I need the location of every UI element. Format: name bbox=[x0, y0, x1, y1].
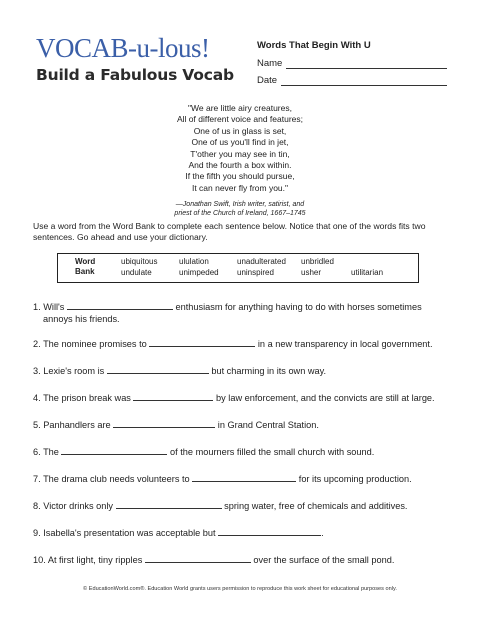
instructions-text: Use a word from the Word Bank to complete each sentence below. Notice that one of the words fits two sentences. Go ahead and use your dictionary. bbox=[33, 221, 426, 242]
word-bank-box bbox=[57, 253, 419, 283]
answer-blank[interactable] bbox=[145, 553, 251, 563]
poem-line: "We are little airy creatures, bbox=[188, 103, 292, 113]
poem-line: T'other you may see in tin, bbox=[190, 148, 290, 159]
answer-blank[interactable] bbox=[133, 391, 213, 401]
date-field[interactable] bbox=[281, 76, 447, 86]
date-label: Date bbox=[257, 75, 278, 86]
question-3: 3. Lexie's room is but charming in its own way. bbox=[33, 366, 327, 376]
word-bank-word: uninspired bbox=[237, 268, 274, 277]
answer-blank[interactable] bbox=[149, 337, 255, 347]
answer-blank[interactable] bbox=[192, 472, 296, 482]
poem-line: One of us in glass is set, bbox=[193, 125, 287, 136]
worksheet-title: Words That Begin With U bbox=[257, 40, 371, 51]
answer-blank[interactable] bbox=[107, 364, 209, 374]
poem-line: It can never fly from you." bbox=[191, 182, 289, 193]
poem-line: If the fifth you should pursue, bbox=[185, 171, 295, 182]
answer-blank[interactable] bbox=[116, 499, 222, 509]
name-field[interactable] bbox=[286, 59, 447, 69]
question-4: 4. The prison break was by law enforcement, and the convicts are still at large. bbox=[33, 393, 435, 403]
poem-line: And the fourth a box within. bbox=[188, 160, 292, 171]
poem-line: All of different voice and features; bbox=[176, 114, 303, 125]
attribution-line: priest of the Church of Ireland, 1667–1745 bbox=[174, 210, 306, 218]
question-continuation: annoys his friends. bbox=[43, 314, 120, 324]
word-bank-word: unimpeded bbox=[179, 268, 219, 277]
question-1: 1. Will's enthusiasm for anything having to do with horses sometimes annoys his friends. bbox=[33, 300, 453, 325]
date-line[interactable] bbox=[257, 75, 447, 86]
logo-subtitle: Build a Fabulous Vocab bbox=[36, 66, 234, 84]
vocabulous-logo bbox=[36, 34, 251, 84]
attribution-line: —Jonathan Swift, Irish writer, satirist, and bbox=[175, 201, 305, 209]
word-bank-word: ubiquitous bbox=[121, 257, 158, 266]
question-7: 7. The drama club needs volunteers to for its upcoming production. bbox=[33, 474, 412, 484]
question-6: 6. The of the mourners filled the small church with sound. bbox=[33, 447, 375, 457]
question-9: 9. Isabella's presentation was acceptable but . bbox=[33, 528, 324, 538]
logo-title: VOCAB-u-lous! bbox=[36, 33, 210, 63]
question-10: 10. At first light, tiny ripples over the surface of the small pond. bbox=[33, 555, 395, 565]
word-bank-word: unbridled bbox=[301, 257, 334, 266]
question-5: 5. Panhandlers are in Grand Central Station. bbox=[33, 420, 319, 430]
answer-blank[interactable] bbox=[61, 445, 167, 455]
question-8: 8. Victor drinks only spring water, free of chemicals and additives. bbox=[33, 501, 408, 511]
poem-line: One of us you'll find in jet, bbox=[191, 137, 289, 148]
answer-blank[interactable] bbox=[218, 526, 321, 536]
answer-blank[interactable] bbox=[67, 300, 173, 310]
copyright-footer: © EducationWorld.com®. Education World grants users permission to reproduce this work sheet for educational purposes only. bbox=[83, 586, 397, 592]
word-bank-word: usher bbox=[301, 268, 322, 277]
word-bank-word: utilitarian bbox=[351, 268, 384, 277]
word-bank-word: ululation bbox=[179, 257, 209, 266]
word-bank-label: Word Bank bbox=[75, 257, 96, 276]
poem-quote bbox=[150, 103, 330, 218]
answer-blank[interactable] bbox=[113, 418, 215, 428]
name-line[interactable] bbox=[257, 58, 447, 69]
word-bank-word: unadulterated bbox=[237, 257, 286, 266]
poem-attribution bbox=[150, 200, 330, 218]
question-2: 2. The nominee promises to in a new transparency in local government. bbox=[33, 339, 433, 349]
worksheet-header bbox=[257, 40, 447, 92]
word-bank-word: undulate bbox=[121, 268, 152, 277]
name-label: Name bbox=[257, 58, 283, 69]
